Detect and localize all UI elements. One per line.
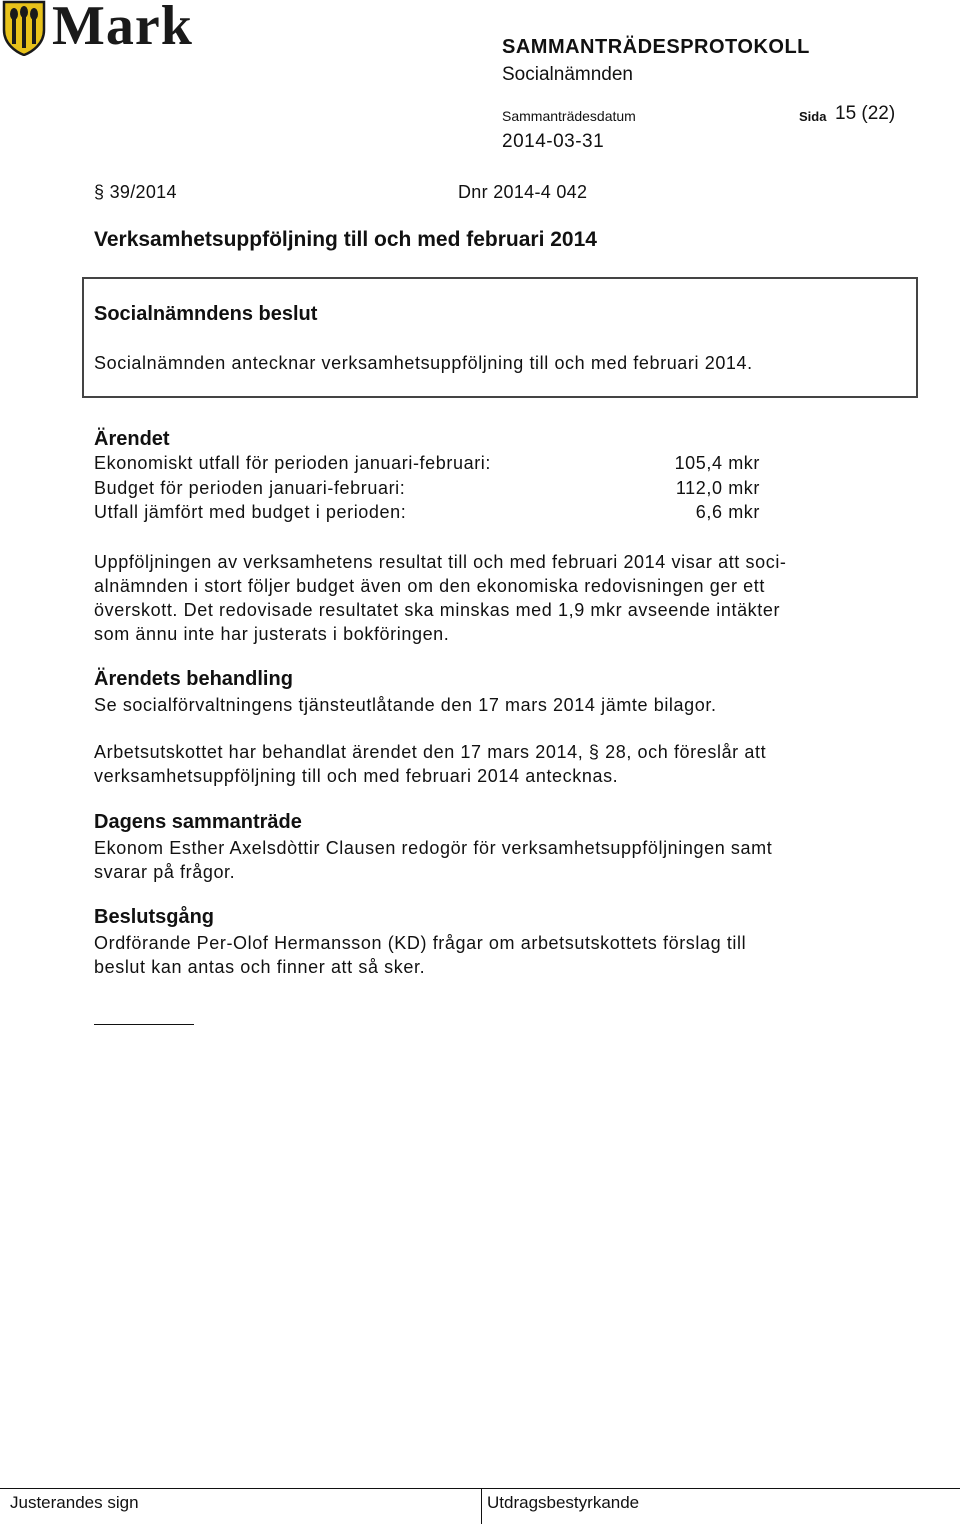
case-paragraph-number: § 39/2014	[94, 182, 177, 202]
matter-paragraph-line: som ännu inte har justerats i bokföringen.	[94, 624, 450, 644]
decision-text: Socialnämnden antecknar verksamhetsuppföljning till och med februari 2014.	[94, 353, 753, 373]
matter-paragraph-line: alnämnden i stort följer budget även om den ekonomiska redovisningen ger ett	[94, 576, 765, 596]
decision-process-text: Ordförande Per-Olof Hermansson (KD) frågar om arbetsutskottets förslag till	[94, 933, 747, 953]
case-title: Verksamhetsuppföljning till och med februari 2014	[94, 228, 597, 251]
logo-text: Mark	[52, 0, 193, 57]
committee-name: Socialnämnden	[502, 64, 633, 85]
meeting-text: svarar på frågor.	[94, 862, 236, 882]
matter-paragraph-line: Uppföljningen av verksamhetens resultat till och med februari 2014 visar att soci-	[94, 552, 787, 572]
footer-column-divider	[481, 1488, 482, 1524]
protocol-title: SAMMANTRÄDESPROTOKOLL	[502, 36, 810, 58]
meeting-date-label: Sammanträdesdatum	[502, 108, 636, 124]
footer-justerandes-sign: Justerandes sign	[10, 1493, 139, 1512]
financial-row-label: Ekonomiskt utfall för perioden januari-februari:	[94, 453, 491, 473]
footer-utdragsbestyrkande: Utdragsbestyrkande	[487, 1493, 640, 1512]
meeting-date: 2014-03-31	[502, 131, 605, 152]
financial-row-label: Budget för perioden januari-februari:	[94, 478, 406, 498]
footer-divider	[0, 1488, 960, 1489]
handling-text: Arbetsutskottet har behandlat ärendet den 17 mars 2014, § 28, och föreslår att	[94, 742, 767, 762]
meeting-text: Ekonom Esther Axelsdòttir Clausen redogör för verksamhetsuppföljningen samt	[94, 838, 773, 858]
decision-process-heading: Beslutsgång	[94, 906, 215, 928]
financial-row-label: Utfall jämfört med budget i perioden:	[94, 502, 407, 522]
page-label: Sida	[799, 109, 827, 124]
financial-row-value: 112,0 mkr	[675, 478, 760, 498]
matter-heading: Ärendet	[94, 428, 170, 450]
handling-heading: Ärendets behandling	[94, 668, 293, 690]
financial-row-value: 105,4 mkr	[674, 453, 760, 473]
page-number: 15 (22)	[835, 103, 896, 124]
decision-process-text: beslut kan antas och finner att så sker.	[94, 957, 426, 977]
decision-heading: Socialnämndens beslut	[94, 303, 318, 325]
handling-text: Se socialförvaltningens tjänsteutlåtande den 17 mars 2014 jämte bilagor.	[94, 695, 717, 715]
decision-box	[82, 277, 918, 398]
case-dnr: Dnr 2014-4 042	[458, 182, 588, 202]
meeting-heading: Dagens sammanträde	[94, 811, 302, 833]
signature-divider	[94, 1024, 194, 1025]
financial-row-value: 6,6 mkr	[695, 502, 760, 522]
handling-text: verksamhetsuppföljning till och med februari 2014 antecknas.	[94, 766, 619, 786]
matter-paragraph-line: överskott. Det redovisade resultatet ska minskas med 1,9 mkr avseende intäkter	[94, 600, 781, 620]
coat-of-arms-icon	[2, 0, 46, 56]
